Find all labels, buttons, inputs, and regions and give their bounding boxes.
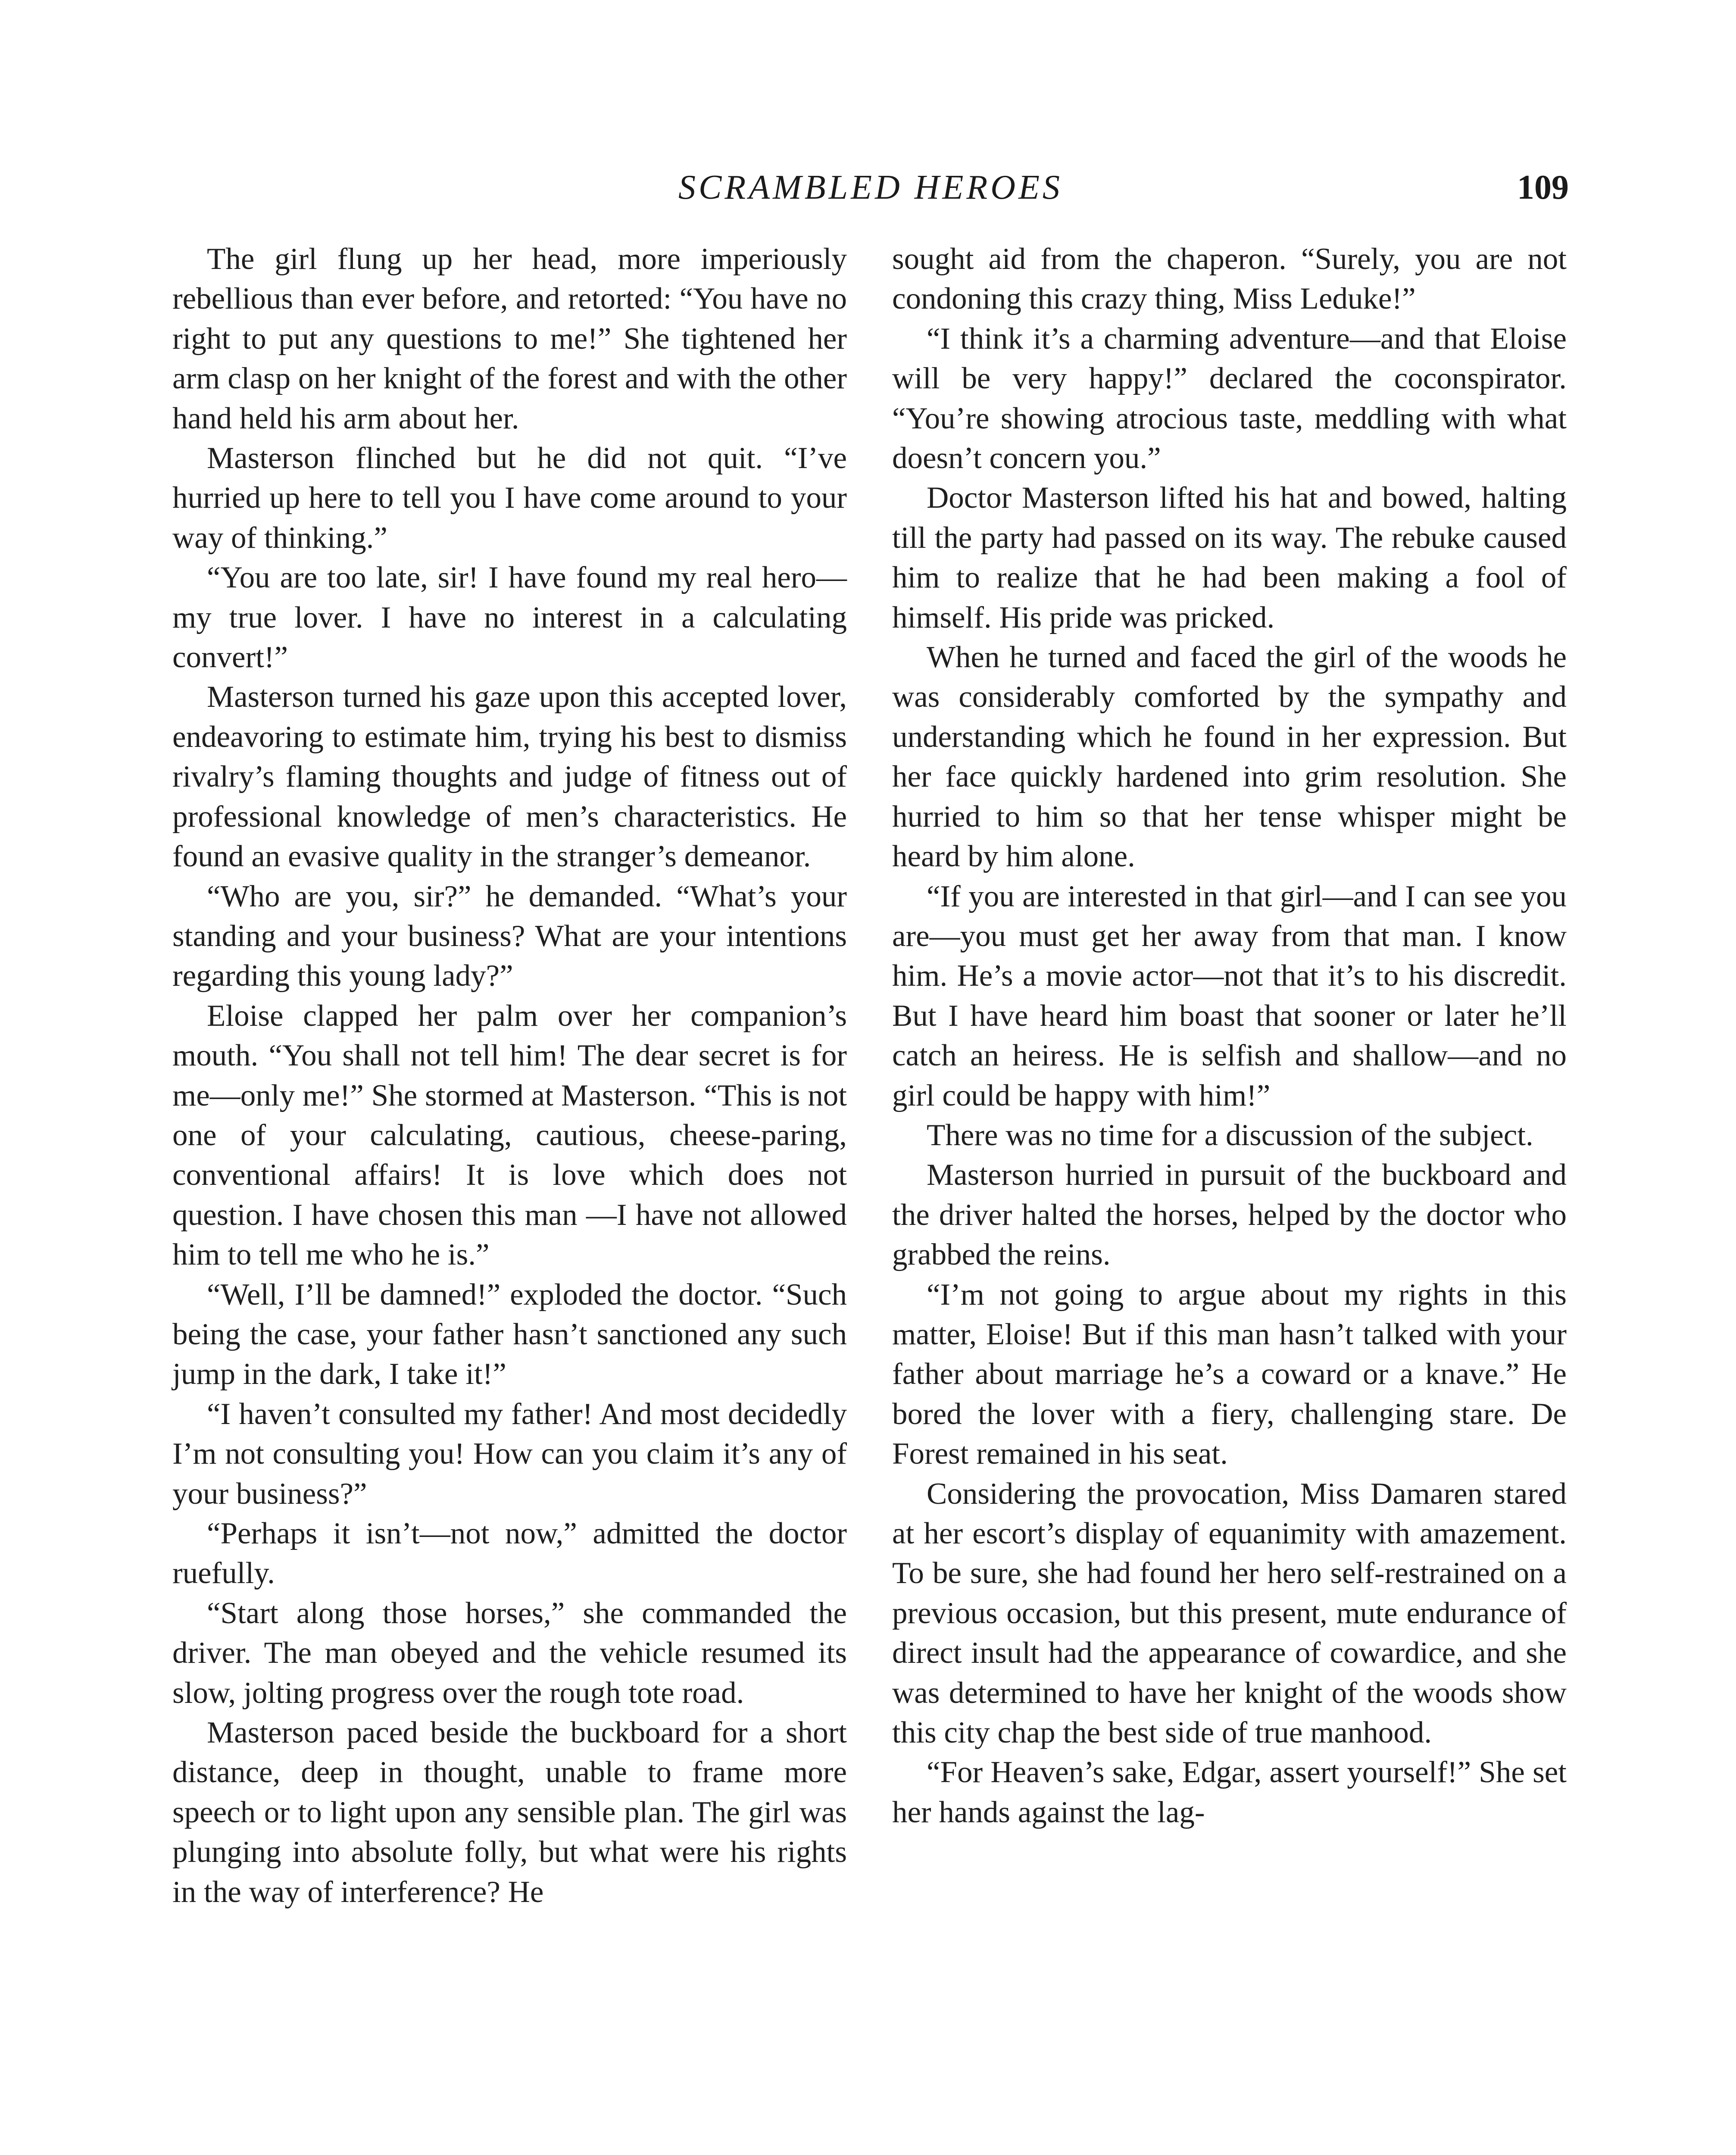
paragraph: There was no time for a discussion of the subject. <box>927 1118 1533 1152</box>
paragraph: “Perhaps it isn’t—not now,” admitted the doctor ruefully. <box>172 1517 847 1590</box>
paragraph: “I’m not going to argue about my rights in this matter, Eloise! But if this man hasn’t talked with your father about marriage he’s a coward or a knave.” He bored the lover with a fiery, challenging stare. De Forest remained in his seat. <box>892 1277 1567 1471</box>
paragraph: “Who are you, sir?” he demanded. “What’s your standing and your business? What are your intentions regarding this young lady?” <box>172 879 847 993</box>
right-text-column <box>892 239 1567 1832</box>
paragraph: Doctor Masterson lifted his hat and bowed, halting till the party had passed on its way. The rebuke caused him to realize that he had been making a fool of himself. His pride was pricked. <box>892 481 1567 634</box>
paragraph: Masterson turned his gaze upon this accepted lover, endeavoring to estimate him, trying his best to dismiss rivalry’s flaming thoughts and judge of fitness out of professional knowledge of men’s characteristics. He found an evasive quality in the stranger’s demeanor. <box>172 680 847 874</box>
paragraph: “Well, I’ll be damned!” exploded the doctor. “Such being the case, your father hasn’t sanctioned any such jump in the dark, I take it!” <box>172 1277 847 1391</box>
page-number: 109 <box>1517 169 1569 206</box>
paragraph: sought aid from the chaperon. “Surely, you are not condoning this crazy thing, Miss Leduke!” <box>892 242 1567 316</box>
running-title: SCRAMBLED HEROES <box>678 169 1063 206</box>
left-text-column <box>172 239 847 1912</box>
paragraph: When he turned and faced the girl of the woods he was considerably comforted by the sympathy and understanding which he found in her expression. But her face quickly hardened into grim resolution. She hurried to him so that her tense whisper might be heard by him alone. <box>892 640 1567 874</box>
paragraph: Eloise clapped her palm over her companion’s mouth. “You shall not tell him! The dear secret is for me—only me!” She stormed at Masterson. “This is not one of your calculating, cautious, cheese-paring, conventional affairs! It is love which does not question. I have chosen this man —I have not allowed him to tell me who he is.” <box>172 999 847 1272</box>
paragraph: The girl flung up her head, more imperiously rebellious than ever before, and retorted: “You have no right to put any questions to me!” She tightened her arm clasp on her knight of the forest and with the other hand held his arm about her. <box>172 242 847 435</box>
paragraph: “You are too late, sir! I have found my real hero—my true lover. I have no interest in a calculating convert!” <box>172 561 847 675</box>
paragraph: “For Heaven’s sake, Edgar, assert yourself!” She set her hands against the lag- <box>892 1755 1567 1829</box>
paragraph: “If you are interested in that girl—and I can see you are—you must get her away from that man. I know him. He’s a movie actor—not that it’s to his discredit. But I have heard him boast that sooner or later he’ll catch an heiress. He is selfish and shallow—and no girl could be happy with him!” <box>892 879 1567 1112</box>
paragraph: “Start along those horses,” she commanded the driver. The man obeyed and the vehicle resumed its slow, jolting progress over the rough tote road. <box>172 1596 847 1710</box>
paragraph: Masterson flinched but he did not quit. “I’ve hurried up here to tell you I have come around to your way of thinking.” <box>172 441 847 555</box>
paragraph: Masterson paced beside the buckboard for a short distance, deep in thought, unable to frame more speech or to light upon any sensible plan. The girl was plunging into absolute folly, but what were his rights in the way of interference? He <box>172 1716 847 1909</box>
running-header <box>172 164 1569 211</box>
paragraph: Masterson hurried in pursuit of the buckboard and the driver halted the horses, helped by the doctor who grabbed the reins. <box>892 1158 1567 1272</box>
paragraph: “I think it’s a charming adventure—and that Eloise will be very happy!” declared the coconspirator. “You’re showing atrocious taste, meddling with what doesn’t concern you.” <box>892 322 1567 475</box>
paragraph: “I haven’t consulted my father! And most decidedly I’m not consulting you! How can you claim it’s any of your business?” <box>172 1397 847 1511</box>
paragraph: Considering the provocation, Miss Damaren stared at her escort’s display of equanimity with amazement. To be sure, she had found her hero self-restrained on a previous occasion, but this present, mute endurance of direct insult had the appearance of cowardice, and she was determined to have her knight of the woods show this city chap the best side of true manhood. <box>892 1477 1567 1750</box>
